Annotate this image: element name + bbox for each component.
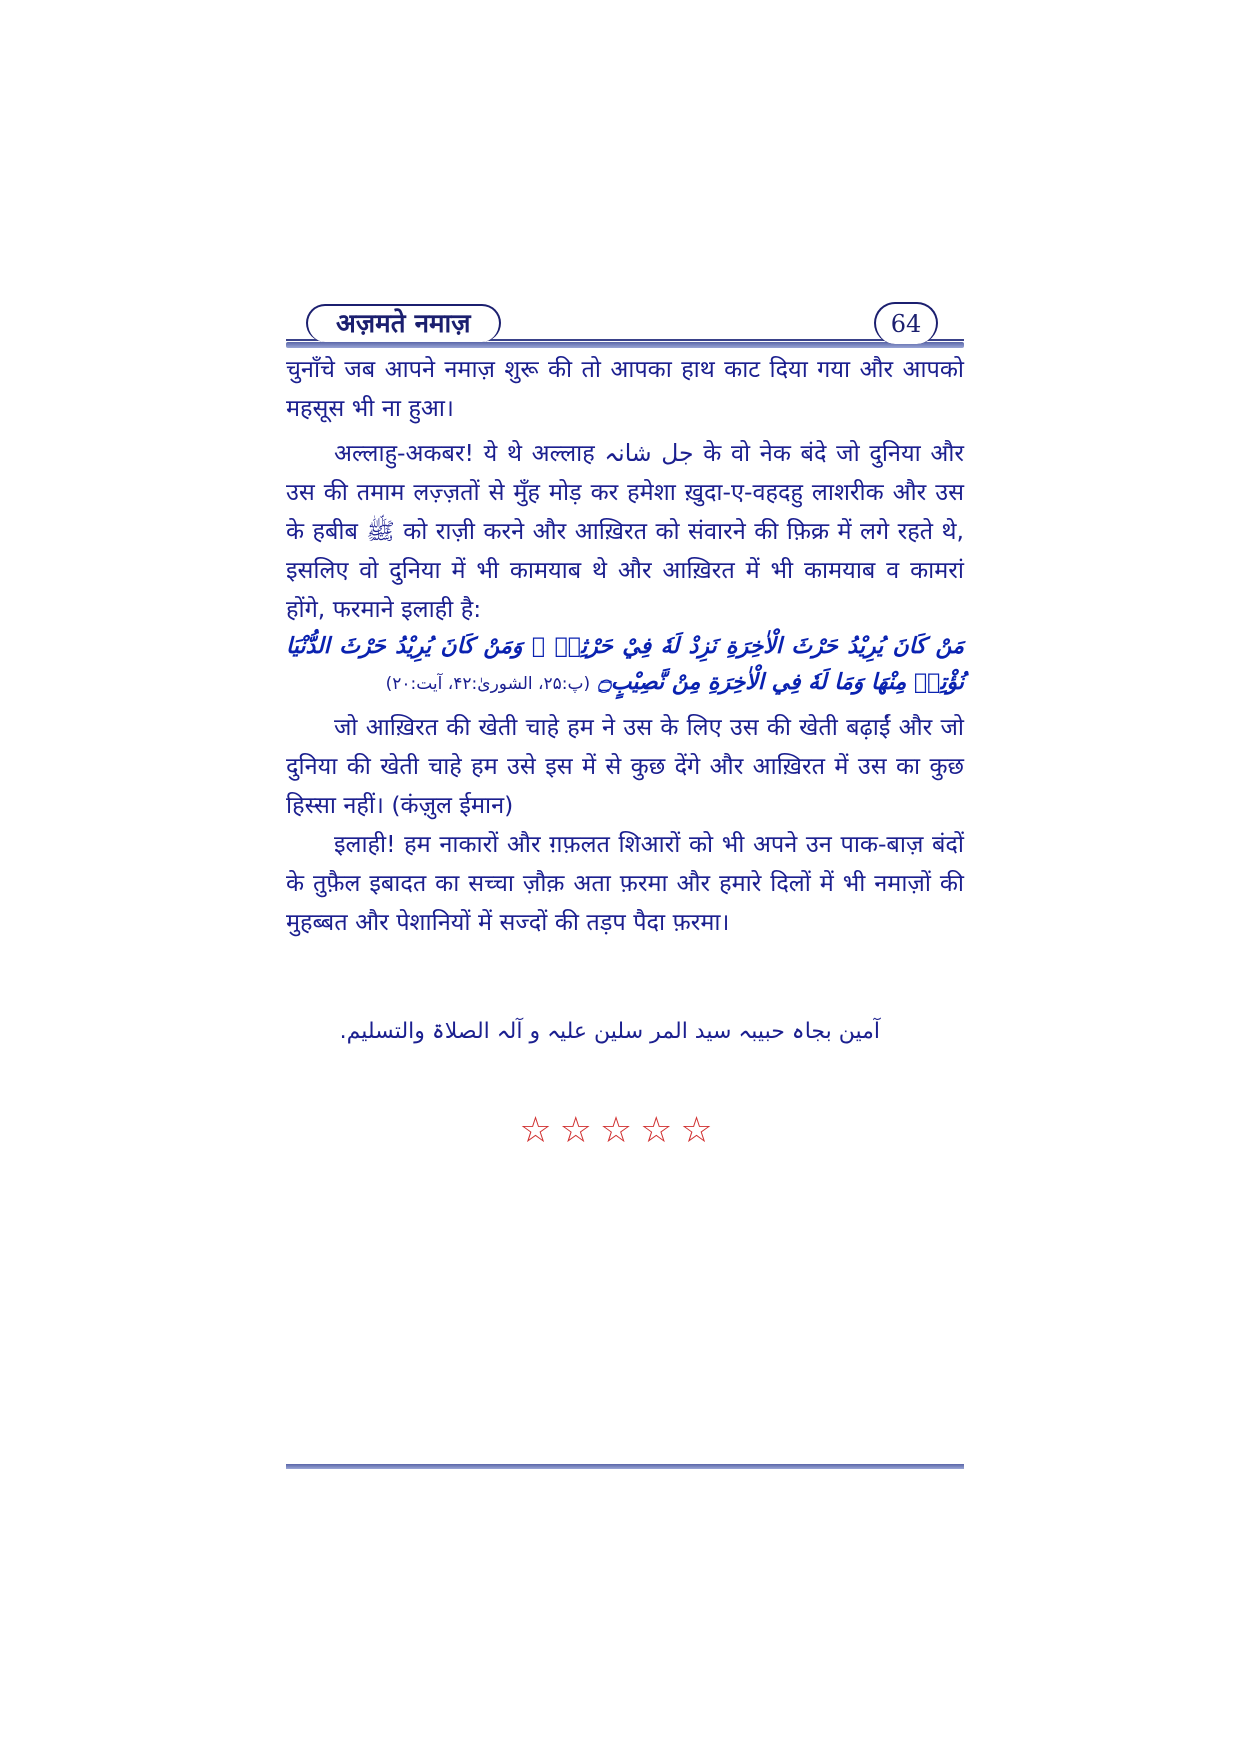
closing-dua: آمین بجاہ حبیبہ سید المر سلین علیہ و آلہ الصلاۃ والتسلیم. [339,1019,880,1044]
quran-verse [286,629,964,702]
book-title: अज़मते नमाज़ [306,304,501,342]
paragraph-4: इलाही! हम नाकारों और ग़फ़लत शिआरों को भी अपने उन पाक-बाज़ बंदों के तुफ़ैल इबादत का सच्चा ज़ौक़ अता फ़रमा और हमारे दिलों में भी नमाज़ों की मुहब्बत और पेशानियों में सज्दों की तड़प पैदा फ़रमा। [286,830,964,936]
verse-reference: (پ:۲۵، الشوریٰ:۴۲، آیت:۲۰) [385,674,591,694]
paragraph-2: अल्लाहु-अकबर! ये थे अल्लाह جل شانہ के वो नेक बंदे जो दुनिया और उस की तमाम लज़्ज़तों से मुँह मोड़ कर हमेशा ख़ुदा-ए-वहदहु लाशरीक और उस के हबीब ﷺ को राज़ी करने और आख़िरत को संवारने की फ़िक्र में लगे रहते थे, इसलिए वो दुनिया में भी कामयाब थे और आख़िरत में भी कामयाब व कामरां होंगे, फरमाने इलाही है: [286,439,965,623]
header-rule [286,342,964,348]
body-text [286,350,964,942]
page-header [286,302,964,344]
star-divider: ☆☆☆☆☆ [519,1110,721,1151]
paragraph-1: चुनाँचे जब आपने नमाज़ शुरू की तो आपका हाथ काट दिया गया और आपको महसूस भी ना हुआ। [286,355,964,422]
paragraph-3: जो आख़िरत की खेती चाहे हम ने उस के लिए उस की खेती बढ़ाईं और जो दुनिया की खेती चाहे हम उसे इस में से कुछ देंगे और आख़िरत में उस का कुछ हिस्सा नहीं। (कंज़ुल ईमान) [286,713,964,819]
verse-text: مَنْ كَانَ يُرِيْدُ حَرْثَ الْاٰخِرَةِ نَزِدْ لَهٗ فِيْ حَرْثِهٖ ۚ وَمَنْ كَانَ يُرِيْدُ حَرْثَ الدُّنْيَا نُؤْتِهٖ مِنْهَا وَمَا لَهٗ فِي الْاٰخِرَةِ مِنْ نَّصِيْبٍ۝ [286,634,964,695]
footer-rule [286,1464,964,1469]
page-number: 64 [874,302,938,344]
